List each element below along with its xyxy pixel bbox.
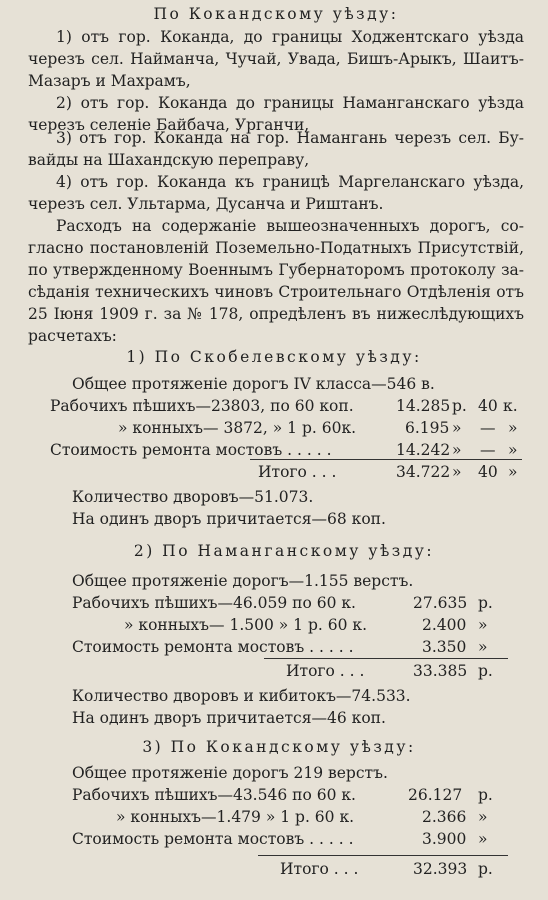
section-2-row-3-label: Стоимость ремонта мостовъ . . . . . xyxy=(72,638,354,656)
section-1-total-unit: » xyxy=(452,463,462,481)
section-1-per-household: На одинъ дворъ причитается—68 коп. xyxy=(72,510,386,528)
section-2-households: Количество дворовъ и кибитокъ—74.533. xyxy=(72,687,411,705)
section-2-total-unit: р. xyxy=(478,662,493,680)
section-1-length: Общее протяженіе дорогъ IV класса—546 в. xyxy=(72,375,435,393)
section-3-total-label: Итого . . . xyxy=(280,860,359,878)
section-3-row-3-unit: » xyxy=(478,830,488,848)
section-2-row-1-amount: 27.635 xyxy=(413,594,468,612)
route-1-line-3: Мазаръ и Махрамъ, xyxy=(28,72,191,90)
route-2-line-1: 2) отъ гор. Коканда до границы Наманганскаго уѣзда xyxy=(56,94,524,112)
section-1-row-1-unit: р. xyxy=(452,397,467,415)
section-3-row-3-amount: 3.900 xyxy=(422,830,467,848)
section-1-heading: 1) По Скобелевскому уѣзду: xyxy=(126,348,422,366)
section-2-row-2-unit: » xyxy=(478,616,488,634)
section-1-households: Количество дворовъ—51.073. xyxy=(72,488,314,506)
section-1-total-kop: 40 xyxy=(478,463,498,481)
section-1-row-1-kop: 40 xyxy=(478,397,498,415)
section-1-row-2-kop: — xyxy=(480,419,496,437)
section-3-heading: 3) По Кокандскому уѣзду: xyxy=(142,738,416,756)
section-3-total-amount: 32.393 xyxy=(413,860,468,878)
section-2-row-2-label: » конныхъ— 1.500 » 1 р. 60 к. xyxy=(124,616,367,634)
expense-line-2: гласно постановленій Поземельно-Податныхъ Присутствій, xyxy=(28,239,524,257)
section-1-row-2-kop-unit: » xyxy=(508,419,518,437)
section-1-row-2-label: » конныхъ— 3872, » 1 р. 60к. xyxy=(118,419,357,437)
section-3-row-1-label: Рабочихъ пѣшихъ—43.546 по 60 к. xyxy=(72,786,356,804)
section-3-total-unit: р. xyxy=(478,860,493,878)
section-3-length: Общее протяженіе дорогъ 219 верстъ. xyxy=(72,764,388,782)
section-1-row-3-amount: 14.242 xyxy=(396,441,451,459)
section-3-row-2-amount: 2.366 xyxy=(422,808,467,826)
route-3-line-1: 3) отъ гор. Коканда на гор. Намангань черезъ сел. Бу- xyxy=(56,129,524,147)
section-3-row-2-unit: » xyxy=(478,808,488,826)
section-2-total-amount: 33.385 xyxy=(413,662,468,680)
section-1-row-3-kop-unit: » xyxy=(508,441,518,459)
section-1-row-1-label: Рабочихъ пѣшихъ—23803, по 60 коп. xyxy=(50,397,354,415)
section-2-row-1-unit: р. xyxy=(478,594,493,612)
section-2-row-3-unit: » xyxy=(478,638,488,656)
expense-line-1: Расходъ на содержаніе вышеозначенныхъ дорогъ, со- xyxy=(56,217,524,235)
section-3-row-3-label: Стоимость ремонта мостовъ . . . . . xyxy=(72,830,354,848)
section-1-row-3-kop: — xyxy=(480,441,496,459)
expense-line-3: по утвержденному Военнымъ Губернаторомъ протоколу за- xyxy=(28,261,524,279)
section-3-row-1-unit: р. xyxy=(478,786,493,804)
section-2-total-label: Итого . . . xyxy=(286,662,365,680)
section-1-total-amount: 34.722 xyxy=(396,463,451,481)
route-1-line-2: черезъ сел. Найманча, Чучай, Увада, Бишъ-Арыкъ, Шаитъ- xyxy=(28,50,524,68)
expense-line-6: расчетахъ: xyxy=(28,327,117,345)
section-2-row-2-amount: 2.400 xyxy=(422,616,467,634)
section-1-total-kop-unit: » xyxy=(508,463,518,481)
section-2-row-1-label: Рабочихъ пѣшихъ—46.059 по 60 к. xyxy=(72,594,356,612)
section-2-heading: 2) По Наманганскому уѣзду: xyxy=(133,542,435,560)
section-3-total-rule xyxy=(258,855,508,856)
section-2-length: Общее протяженіе дорогъ—1.155 верстъ. xyxy=(72,572,414,590)
section-1-row-3-unit: » xyxy=(452,441,462,459)
route-4-line-1: 4) отъ гор. Коканда къ границѣ Маргеланскаго уѣзда, xyxy=(56,173,524,191)
section-2-per-household: На одинъ дворъ причитается—46 коп. xyxy=(72,709,386,727)
section-1-row-2-amount: 6.195 xyxy=(405,419,450,437)
heading-kokand: По Кокандскому уѣзду: xyxy=(153,5,399,23)
section-1-row-1-kop-unit: к. xyxy=(503,397,518,415)
route-4-line-2: черезъ сел. Ультарма, Дусанча и Риштанъ. xyxy=(28,195,384,213)
section-1-total-label: Итого . . . xyxy=(258,463,337,481)
section-1-row-3-label: Стоимость ремонта мостовъ . . . . . xyxy=(50,441,332,459)
expense-line-5: 25 Іюня 1909 г. за № 178, опредѣленъ въ нижеслѣдующихъ xyxy=(28,305,524,323)
expense-line-4: сѣданія техническихъ чиновъ Строительнаго Отдѣленія отъ xyxy=(28,283,524,301)
section-1-row-1-amount: 14.285 xyxy=(396,397,451,415)
section-2-total-rule xyxy=(264,658,508,659)
section-1-row-2-unit: » xyxy=(452,419,462,437)
route-1-line-1: 1) отъ гор. Коканда, до границы Ходжентскаго уѣзда xyxy=(56,28,524,46)
route-3-line-2: вайды на Шахандскую переправу, xyxy=(28,151,310,169)
section-3-row-1-amount: 26.127 xyxy=(408,786,463,804)
section-1-total-rule xyxy=(250,459,522,460)
route-2-line-2: черезъ селеніе Байбача, Урганчи, xyxy=(28,116,310,134)
section-3-row-2-label: » конныхъ—1.479 » 1 р. 60 к. xyxy=(116,808,355,826)
section-2-row-3-amount: 3.350 xyxy=(422,638,467,656)
